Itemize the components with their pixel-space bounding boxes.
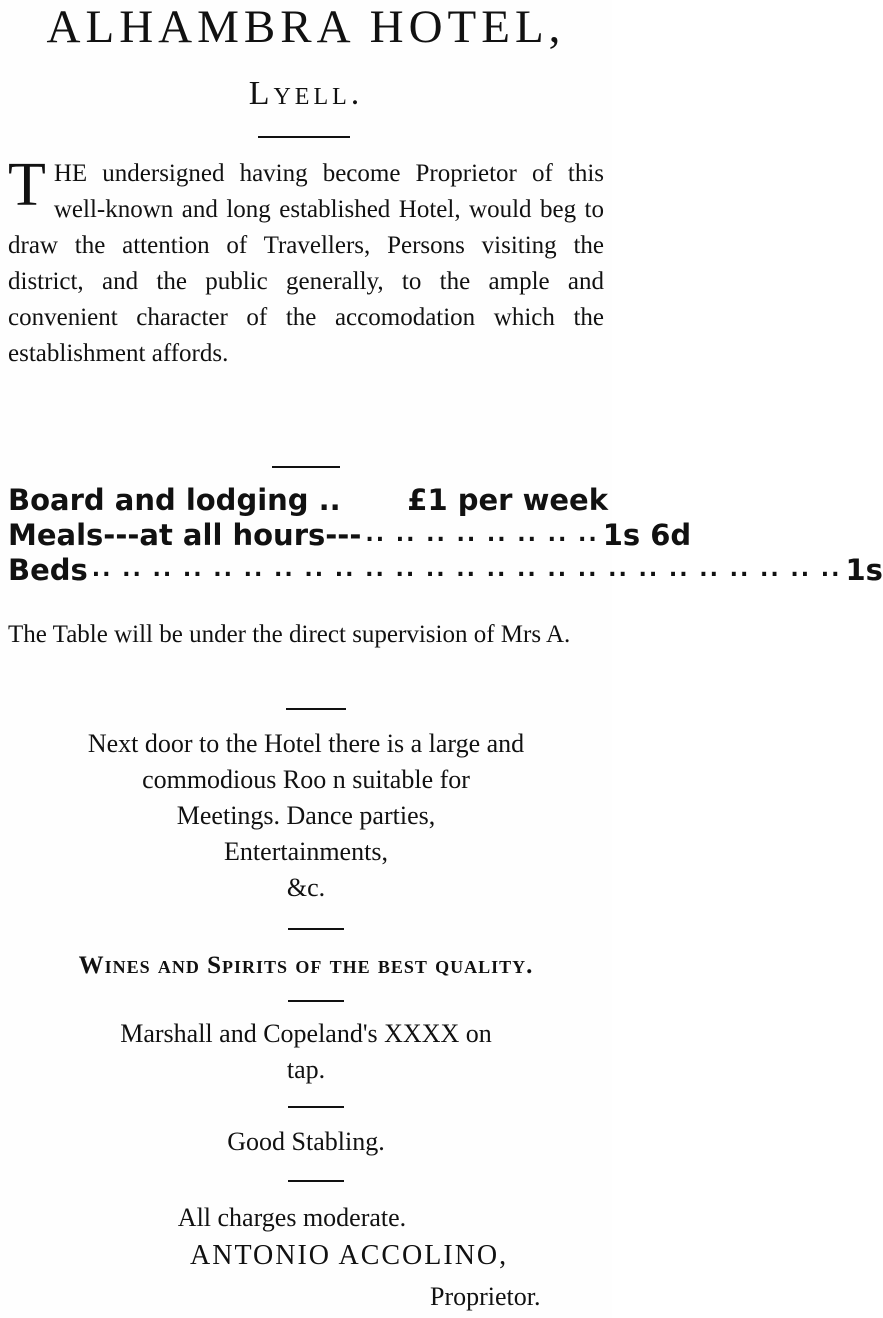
divider [286,708,346,710]
proprietor-role: Proprietor. [430,1282,541,1311]
divider [258,136,350,138]
leader-dots: .. .. .. .. .. .. .. .. .. .. .. .. .. .. .. .. .. .. .. .. .. .. .. .. .. [91,557,842,582]
proprietor-name: ANTONIO ACCOLINO, [190,1240,509,1271]
intro-paragraph [8,151,604,372]
intro-text: HE undersigned having become Proprietor of this well-known and long established Hotel, would beg to draw the attention of Travellers, Persons visiting the district, and the public generally, to the ample and convenient character of the accomodation which the establishment affords. [8,160,604,367]
rate-board [8,483,608,517]
hotel-title: ALHAMBRA HOTEL, [46,1,566,53]
charges-notice: All charges moderate. [177,1203,407,1232]
leader-dots [341,483,408,517]
rate-price: 1s [845,553,883,587]
room-notice [0,726,612,906]
wines-notice: Wines and Spirits of the best quality. [78,952,534,979]
room-line: Entertainments, [224,837,388,866]
beer-line: tap. [286,1055,326,1084]
divider [288,1000,344,1002]
location-subtitle: Lyell. [248,75,364,112]
room-line: Meetings. Dance parties, [176,801,436,830]
rate-meals [8,518,692,552]
beer-notice [0,1016,612,1088]
stabling-notice: Good Stabling. [227,1127,385,1156]
rate-beds [8,553,883,587]
rate-price: £1 per week [407,483,608,517]
rate-price: 1s 6d [602,518,692,552]
divider [288,1106,344,1108]
room-line: Next door to the Hotel there is a large and [87,729,525,758]
room-line: &c. [286,873,326,902]
leader-dots: .. .. .. .. .. .. .. .. [365,522,599,547]
divider [272,466,340,468]
table-notice: The Table will be under the direct supervision of Mrs A. [8,621,571,648]
rate-label: Board and lodging .. [8,483,341,517]
room-line: commodious Roo n suitable for [142,765,470,794]
divider [288,1180,344,1182]
drop-cap: T [8,151,46,219]
divider [288,928,344,930]
beer-line: Marshall and Copeland's XXXX on [120,1019,492,1048]
rate-label: Meals---at all hours--- [8,518,362,552]
rate-label: Beds [8,553,88,587]
